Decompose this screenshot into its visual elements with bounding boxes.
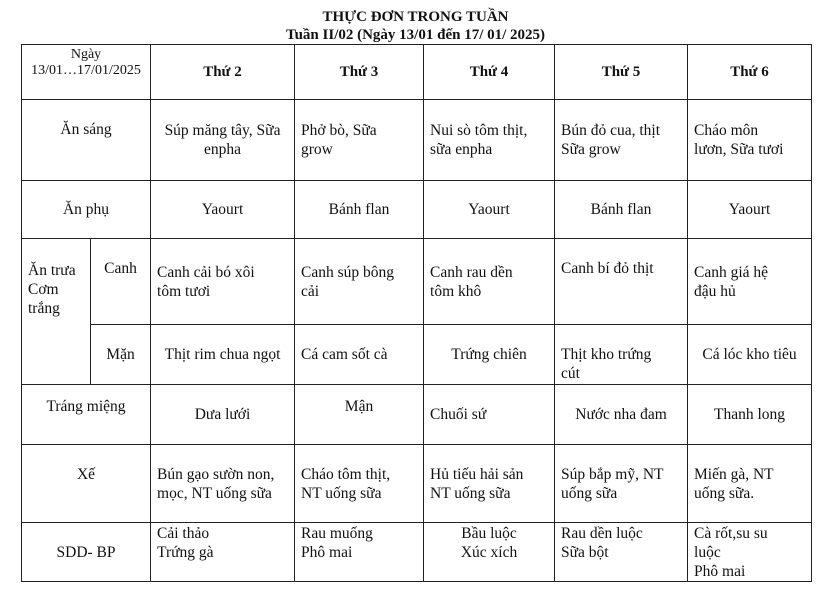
row-label: Xế [22, 445, 151, 523]
menu-cell: Nước nha đam [555, 385, 688, 445]
page-title: THỰC ĐƠN TRONG TUẦN [322, 9, 509, 25]
menu-cell: Thanh long [688, 385, 812, 445]
menu-cell: Miến gà, NT uống sữa. [688, 445, 812, 523]
menu-cell: Bánh flan [295, 181, 424, 239]
row-label: Ăn trưa Cơm trắng [22, 239, 91, 385]
menu-cell: Mận [295, 385, 424, 445]
menu-cell: Canh súp bông cải [295, 239, 424, 325]
menu-cell: Bánh flan [555, 181, 688, 239]
menu-cell: Thịt kho trứng cút [555, 325, 688, 385]
row-label: Ăn sáng [22, 100, 151, 181]
menu-cell: Dưa lưới [151, 385, 295, 445]
day-header: Thứ 5 [555, 45, 688, 100]
menu-cell: Chuối sứ [424, 385, 555, 445]
menu-cell: Cá lóc kho tiêu [688, 325, 812, 385]
menu-cell: Bầu luộc Xúc xích [424, 523, 555, 582]
table-row-trang-mieng [22, 385, 812, 445]
day-header: Thứ 4 [424, 45, 555, 100]
row-label: SDD- BP [22, 523, 151, 582]
menu-cell: Thịt rim chua ngọt [151, 325, 295, 385]
menu-cell: Yaourt [424, 181, 555, 239]
corner-label: Ngày 13/01…17/01/2025 [22, 45, 151, 100]
header-row [22, 45, 812, 100]
menu-cell: Yaourt [688, 181, 812, 239]
table-row-an-sang [22, 100, 812, 181]
menu-cell: Phở bò, Sữa grow [295, 100, 424, 181]
day-header: Thứ 2 [151, 45, 295, 100]
menu-cell: Súp bắp mỹ, NT uống sữa [555, 445, 688, 523]
menu-cell: Bún đỏ cua, thịt Sữa grow [555, 100, 688, 181]
menu-cell: Cà rốt,su su luộc Phô mai [688, 523, 812, 582]
menu-cell: Cháo tôm thịt, NT uống sữa [295, 445, 424, 523]
menu-cell: Nui sò tôm thịt, sữa enpha [424, 100, 555, 181]
table-row-canh [22, 239, 812, 325]
menu-cell: Bún gạo sườn non, mọc, NT uống sữa [151, 445, 295, 523]
day-header: Thứ 3 [295, 45, 424, 100]
page-subtitle: Tuần II/02 (Ngày 13/01 đến 17/ 01/ 2025) [285, 27, 546, 43]
menu-cell: Canh bí đỏ thịt [555, 239, 688, 325]
menu-cell: Trứng chiên [424, 325, 555, 385]
menu-cell: Yaourt [151, 181, 295, 239]
menu-cell: Hủ tiếu hải sản NT uống sữa [424, 445, 555, 523]
table-row-an-phu [22, 181, 812, 239]
table-row-man [22, 325, 812, 385]
menu-cell: Cháo môn lươn, Sữa tươi [688, 100, 812, 181]
menu-cell: Rau muống Phô mai [295, 523, 424, 582]
row-label: Ăn phụ [22, 181, 151, 239]
table-row-sdd-bp [22, 523, 812, 582]
table-row-xe [22, 445, 812, 523]
row-label: Tráng miệng [22, 385, 151, 445]
day-header: Thứ 6 [688, 45, 812, 100]
menu-cell: Canh rau dền tôm khô [424, 239, 555, 325]
menu-cell: Rau dền luộc Sữa bột [555, 523, 688, 582]
menu-cell: Canh giá hệ đậu hủ [688, 239, 812, 325]
sub-row-label: Mặn [91, 325, 151, 385]
sub-row-label: Canh [91, 239, 151, 325]
menu-cell: Canh cải bó xôi tôm tươi [151, 239, 295, 325]
menu-table [21, 44, 812, 582]
menu-cell: Súp măng tây, Sữa enpha [151, 100, 295, 181]
menu-cell: Cải thảo Trứng gà [151, 523, 295, 582]
menu-cell: Cá cam sốt cà [295, 325, 424, 385]
